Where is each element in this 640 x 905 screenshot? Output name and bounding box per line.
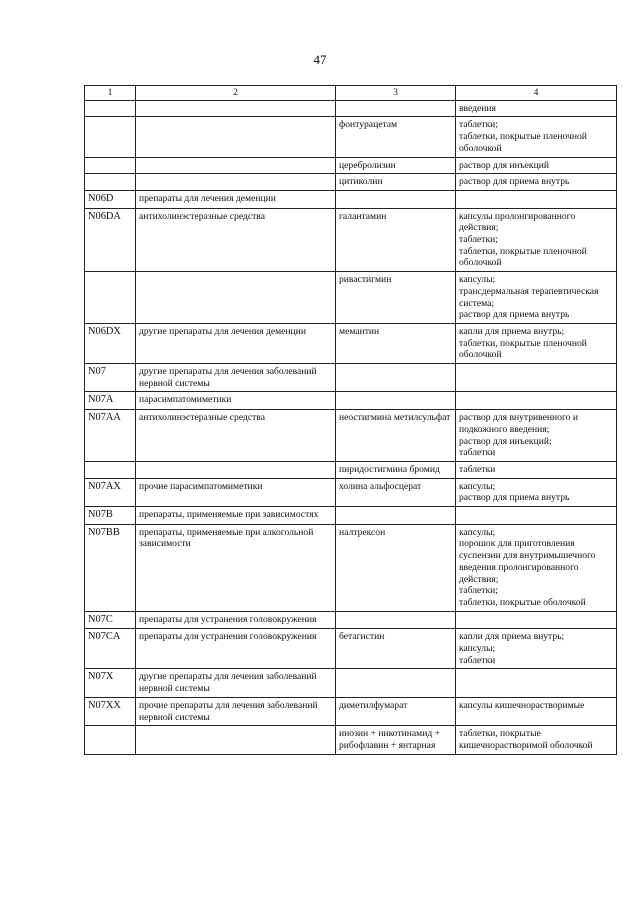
table-row (85, 364, 617, 392)
group-name-cell: антихолинэстеразные средства (136, 410, 336, 462)
atc-code-cell (85, 117, 136, 157)
group-name-cell: препараты для устранения головокружения (136, 629, 336, 669)
table-row (85, 611, 617, 629)
drug-name-cell: цитиколин (336, 174, 456, 191)
table-row (85, 726, 617, 754)
dosage-form-cell (456, 629, 617, 669)
group-name-cell: препараты, применяемые при зависимостях (136, 507, 336, 525)
dosage-form-line: раствор для инъекций (459, 159, 549, 171)
dosage-form-line: капсулы; (459, 526, 496, 538)
atc-code-cell (85, 157, 136, 174)
column-number: 3 (336, 86, 456, 101)
dosage-form-cell (456, 157, 617, 174)
dosage-form-cell (456, 190, 617, 208)
atc-code-cell: N07C (85, 611, 136, 629)
table-row (85, 100, 617, 117)
table-row (85, 190, 617, 208)
group-name-cell (136, 157, 336, 174)
group-name-cell: препараты для лечения деменции (136, 190, 336, 208)
table-row (85, 629, 617, 669)
table-row (85, 117, 617, 157)
table-row (85, 208, 617, 272)
drug-name-cell: мемантин (336, 323, 456, 363)
atc-code-cell: N07XX (85, 697, 136, 725)
dosage-form-line: капсулы пролонгированного действия; (459, 210, 576, 234)
atc-code-cell: N07BB (85, 524, 136, 611)
atc-code-cell: N07AX (85, 478, 136, 506)
table-row (85, 392, 617, 410)
table-row (85, 524, 617, 611)
group-name-cell (136, 272, 336, 324)
atc-code-cell (85, 726, 136, 754)
group-name-cell: другие препараты для лечения заболеваний нервной системы (136, 669, 336, 697)
dosage-form-line: раствор для инъекций; (459, 435, 552, 447)
dosage-form-cell (456, 697, 617, 725)
dosage-form-cell (456, 611, 617, 629)
drug-name-cell: церебролизин (336, 157, 456, 174)
drug-name-cell: фонтурацетам (336, 117, 456, 157)
table-row (85, 461, 617, 478)
dosage-form-line: таблетки, покрытые оболочкой (459, 596, 586, 608)
atc-code-cell (85, 100, 136, 117)
drug-name-cell: неостигмина метилсульфат (336, 410, 456, 462)
group-name-cell: другие препараты для лечения деменции (136, 323, 336, 363)
dosage-form-cell (456, 272, 617, 324)
group-name-cell: другие препараты для лечения заболеваний нервной системы (136, 364, 336, 392)
drug-name-cell: диметилфумарат (336, 697, 456, 725)
dosage-form-cell (456, 392, 617, 410)
drug-name-cell: пиридостигмина бромид (336, 461, 456, 478)
dosage-form-line: раствор для приема внутрь (459, 492, 570, 504)
dosage-form-line: раствор для внутривенного и подкожного введения; (459, 412, 578, 435)
dosage-form-cell (456, 669, 617, 697)
dosage-form-cell (456, 364, 617, 392)
atc-code-cell: N07B (85, 507, 136, 525)
table-row (85, 323, 617, 363)
column-number: 2 (136, 86, 336, 101)
drug-name-cell (336, 190, 456, 208)
dosage-form-cell (456, 100, 617, 117)
dosage-form-line: таблетки, покрытые кишечнорастворимой оболочкой (459, 728, 593, 751)
column-number: 4 (456, 86, 617, 101)
drug-name-cell (336, 611, 456, 629)
group-name-cell (136, 100, 336, 117)
dosage-form-line: таблетки, покрытые пленочной оболочкой (459, 245, 587, 269)
table-row (85, 697, 617, 725)
table-row (85, 272, 617, 324)
dosage-form-line: капсулы; (459, 480, 496, 492)
column-number: 1 (85, 86, 136, 101)
group-name-cell: прочие парасимпатомиметики (136, 478, 336, 506)
dosage-form-line: капли для приема внутрь; (459, 325, 565, 337)
atc-code-cell: N07AA (85, 410, 136, 462)
drug-name-cell: налтрексон (336, 524, 456, 611)
dosage-form-line: капли для приема внутрь; (459, 631, 565, 643)
group-name-cell (136, 117, 336, 157)
atc-code-cell: N07CA (85, 629, 136, 669)
dosage-form-line: таблетки; (459, 585, 498, 597)
dosage-form-cell (456, 461, 617, 478)
atc-code-cell (85, 174, 136, 191)
atc-code-cell: N07A (85, 392, 136, 410)
drug-name-cell (336, 364, 456, 392)
dosage-form-line: порошок для приготовления суспензии для внутримышечного введения пролонгированного действия; (459, 538, 596, 585)
dosage-form-cell (456, 410, 617, 462)
dosage-form-line: раствор для приема внутрь (459, 309, 570, 321)
drug-name-cell (336, 669, 456, 697)
table-body (85, 100, 617, 754)
dosage-form-cell (456, 208, 617, 272)
dosage-form-line: таблетки (459, 463, 496, 475)
dosage-form-line: капсулы; (459, 643, 496, 655)
drug-name-cell: холина альфосцерат (336, 478, 456, 506)
drug-name-cell: бетагистин (336, 629, 456, 669)
group-name-cell: прочие препараты для лечения заболеваний нервной системы (136, 697, 336, 725)
drug-name-cell: инозин + никотинамид + рибофлавин + янтарная (336, 726, 456, 754)
atc-code-cell: N06D (85, 190, 136, 208)
drug-name-cell: ривастигмин (336, 272, 456, 324)
dosage-form-cell (456, 726, 617, 754)
table-row (85, 478, 617, 506)
dosage-form-line: капсулы; (459, 274, 496, 286)
group-name-cell: препараты для устранения головокружения (136, 611, 336, 629)
group-name-cell (136, 461, 336, 478)
group-name-cell (136, 726, 336, 754)
dosage-form-cell (456, 323, 617, 363)
page-number: 47 (313, 52, 327, 67)
table-row (85, 174, 617, 191)
atc-code-cell: N07X (85, 669, 136, 697)
dosage-form-cell (456, 117, 617, 157)
dosage-form-line: трансдермальная терапевтическая система; (459, 285, 599, 309)
drug-name-cell (336, 100, 456, 117)
dosage-form-cell (456, 174, 617, 191)
dosage-form-line: таблетки (459, 447, 496, 459)
dosage-form-line: капсулы кишечнорастворимые (459, 699, 585, 711)
atc-code-cell (85, 272, 136, 324)
atc-code-cell: N06DA (85, 208, 136, 272)
drug-name-cell (336, 507, 456, 525)
drug-classification-table (84, 85, 617, 755)
dosage-form-line: таблетки; (459, 119, 498, 131)
table-row (85, 410, 617, 462)
dosage-form-cell (456, 478, 617, 506)
drug-name-cell (336, 392, 456, 410)
column-number-row (85, 86, 617, 101)
table-row (85, 157, 617, 174)
group-name-cell: препараты, применяемые при алкогольной зависимости (136, 524, 336, 611)
table-row (85, 669, 617, 697)
group-name-cell: парасимпатомиметики (136, 392, 336, 410)
atc-code-cell (85, 461, 136, 478)
dosage-form-line: таблетки; (459, 234, 498, 246)
table-row (85, 507, 617, 525)
dosage-form-cell (456, 507, 617, 525)
drug-name-cell: галантамин (336, 208, 456, 272)
dosage-form-line: раствор для приема внутрь (459, 176, 570, 188)
dosage-form-line: введения (459, 102, 496, 114)
dosage-form-cell (456, 524, 617, 611)
atc-code-cell: N06DX (85, 323, 136, 363)
dosage-form-line: таблетки, покрытые пленочной оболочкой (459, 131, 587, 154)
atc-code-cell: N07 (85, 364, 136, 392)
group-name-cell: антихолинэстеразные средства (136, 208, 336, 272)
dosage-form-line: таблетки, покрытые пленочной оболочкой (459, 337, 587, 361)
group-name-cell (136, 174, 336, 191)
dosage-form-line: таблетки (459, 654, 496, 666)
